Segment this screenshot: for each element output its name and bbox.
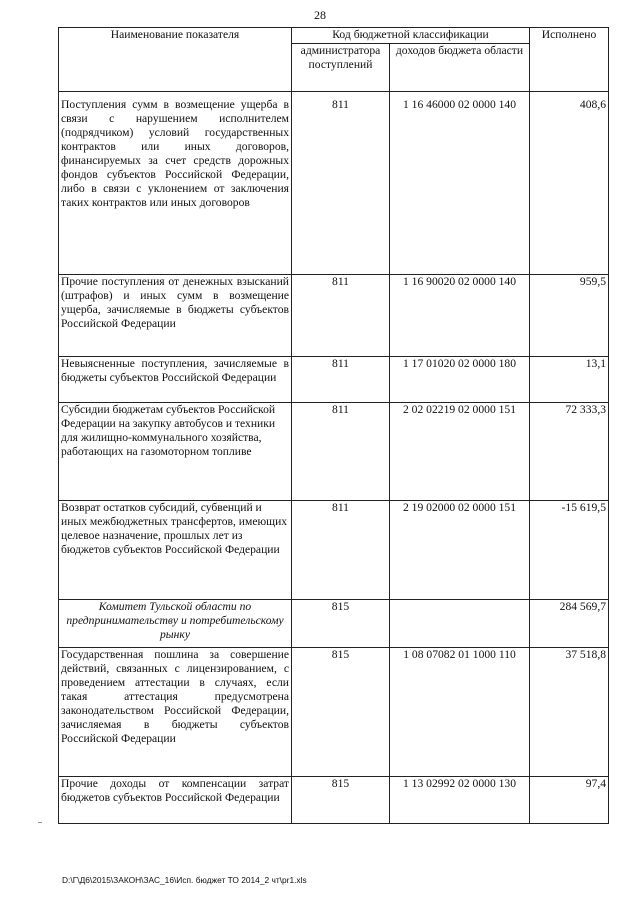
header-budget-code: Код бюджетной классификации <box>292 28 530 44</box>
row-revenue-code: 2 02 02219 02 0000 151 <box>390 403 530 501</box>
row-revenue-code: 1 17 01020 02 0000 180 <box>390 357 530 403</box>
page-number: 28 <box>314 8 326 22</box>
header-revenue: доходов бюджета области <box>390 44 530 92</box>
header-indicator-name: Наименование показателя <box>59 28 292 92</box>
budget-table <box>58 27 609 824</box>
row-executed-value: -15 619,5 <box>530 501 609 600</box>
row-admin-code: 811 <box>292 92 390 275</box>
row-name: Возврат остатков субсидий, субвенций и иных межбюджетных трансфертов, имеющих целевое назначение, прошлых лет из бюджетов субъектов Российской Федерации <box>59 501 292 600</box>
table-row-ministry <box>59 600 609 648</box>
table-row <box>59 275 609 357</box>
row-revenue-code <box>390 600 530 648</box>
header-administrator: администратора поступлений <box>292 44 390 92</box>
table-row <box>59 648 609 777</box>
row-name: Прочие поступления от денежных взысканий (штрафов) и иных сумм в возмещение ущерба, зачисляемые в бюджеты субъектов Российской Федерации <box>59 275 292 357</box>
row-admin-code: 815 <box>292 777 390 824</box>
table-row <box>59 403 609 501</box>
row-admin-code: 811 <box>292 275 390 357</box>
row-revenue-code: 1 16 90020 02 0000 140 <box>390 275 530 357</box>
row-name: Невыясненные поступления, зачисляемые в бюджеты субъектов Российской Федерации <box>59 357 292 403</box>
row-name: Прочие доходы от компенсации затрат бюджетов субъектов Российской Федерации <box>59 777 292 824</box>
row-executed-value: 97,4 <box>530 777 609 824</box>
table-row <box>59 357 609 403</box>
row-name: Государственная пошлина за совершение действий, связанных с лицензированием, с проведением аттестации в случаях, если такая аттестация предусмотрена законодательством Российской Федерации, зачисляемая в бюджеты субъектов Российской Федерации <box>59 648 292 777</box>
header-executed: Исполнено <box>530 28 609 92</box>
row-executed-value: 959,5 <box>530 275 609 357</box>
row-executed-value: 72 333,3 <box>530 403 609 501</box>
row-revenue-code: 1 08 07082 01 1000 110 <box>390 648 530 777</box>
ministry-name: Комитет Тульской области по предпринимательству и потребительскому рынку <box>59 600 292 648</box>
row-name: Поступления сумм в возмещение ущерба в связи с нарушением исполнителем (подрядчиком) условий государственных контрактов или иных договоров, финансируемых за счет средств дорожных фондов субъектов Российской Федерации, либо в связи с уклонением от заключения таких контрактов или иных договоров <box>59 92 292 275</box>
table-row <box>59 92 609 275</box>
row-name: Субсидии бюджетам субъектов Российской Федерации на закупку автобусов и техники для жилищно-коммунального хозяйства, работающих на газомоторном топливе <box>59 403 292 501</box>
row-revenue-code: 2 19 02000 02 0000 151 <box>390 501 530 600</box>
margin-mark <box>38 822 42 823</box>
table-row <box>59 501 609 600</box>
row-admin-code: 811 <box>292 501 390 600</box>
row-executed-value: 408,6 <box>530 92 609 275</box>
row-revenue-code: 1 13 02992 02 0000 130 <box>390 777 530 824</box>
row-admin-code: 811 <box>292 403 390 501</box>
row-admin-code: 815 <box>292 648 390 777</box>
row-executed-value: 284 569,7 <box>530 600 609 648</box>
table-row <box>59 777 609 824</box>
row-admin-code: 811 <box>292 357 390 403</box>
row-revenue-code: 1 16 46000 02 0000 140 <box>390 92 530 275</box>
row-executed-value: 37 518,8 <box>530 648 609 777</box>
row-executed-value: 13,1 <box>530 357 609 403</box>
footer-file-path: D:\Г\Д6\2015\ЗАКОН\ЗАС_16\Исп. бюджет ТО 2014_2 чт\pr1.xls <box>62 875 307 885</box>
row-admin-code: 815 <box>292 600 390 648</box>
